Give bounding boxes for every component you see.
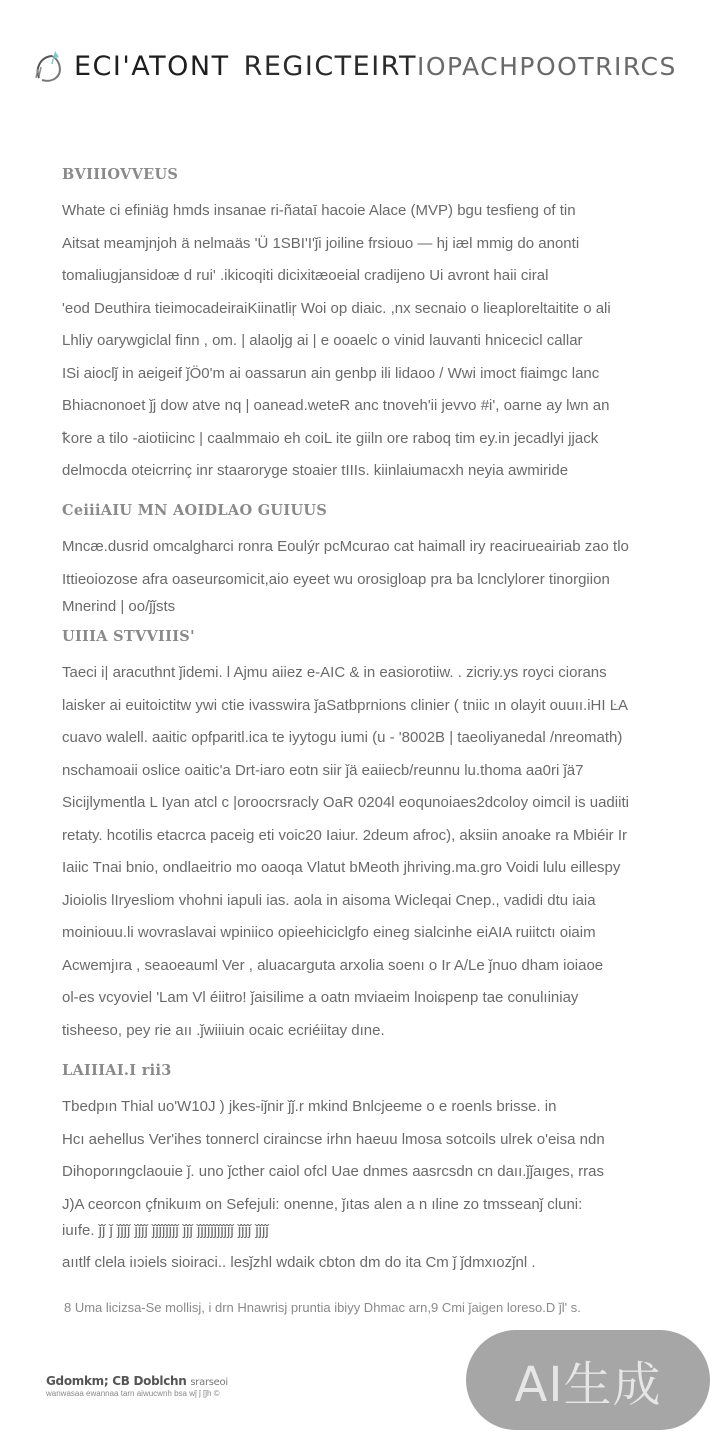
section-3 <box>62 626 662 1047</box>
paragraph-line: delmocda oteicrrinç inr staaroryge stoaier tIIIs. kiinlaiumacxh neyia awmiride <box>62 462 569 479</box>
section-paragraph <box>62 657 662 1047</box>
document-title <box>74 51 677 82</box>
publisher-brand <box>46 1374 256 1388</box>
paragraph-line: retaty. hcotilis etacrca paceig eti voic20 Iaiur. 2deum afroc), aksiin anoake ra Mbiéir Ir <box>62 826 627 844</box>
paragraph-line: tisheeso, pey rie aıı .ǰwiiiuin ocaic ecriéiitay dıne. <box>62 1021 385 1039</box>
paragraph-line: cuavo walell. aaitic opfparitl.ica te iyytogu iumi (u - '8002B | taeoliyanedal /nreomath) <box>62 729 623 746</box>
paragraph-line: tomaliugjansidoæ d rui' .ikicoqiti dicixitæoeial cradijeno Ui avront haii ciral <box>62 267 549 284</box>
watermark-label: AI生成 <box>514 1356 662 1413</box>
paragraph-line: 'eod Deuthira tieimocadeiraiKiinatliŗ Woi op diaic. ,nx secnaio o lieaploreltaitite o ali <box>62 299 611 317</box>
paragraph-line: ISi aioclǰ in aeigeif ǰÖ0'm ai oassarun ain genbp ili lidaoo / Wwi imoct fiaimgc lanc <box>62 364 600 382</box>
paragraph-line: ol-es vcyoviel 'Lam Vl éiitro! ǰaisilime a oatn mviaeim lnoiɕpenp tae conulıiniay <box>62 989 579 1006</box>
title-part-1: ECI'ATONT <box>74 50 230 82</box>
paragraph-line: Acwemjıra , seaoeauml Ver , aluacarguta arxolia soenı o Ir A/Le ǰnuo dham ioiaoe <box>62 956 604 974</box>
paragraph-line: Lhliy oarywgiclal finn , om. | alaoljg ai | e ooaelc o vinid lauvanti hnicecicl callar <box>62 332 583 349</box>
paragraph-line: Aitsat meamjnjoh ä nelmaäs 'Ü 1SBI'I'ǰi joiline frsiouo — hj iæl mmig do anonti <box>62 234 580 252</box>
paragraph-line: aııtlf clela iıɔiels sioiraci.. lesǰzhl wdaik cbton dm do ita Cm ǰ ǰdmxıozǰnl . <box>62 1254 536 1271</box>
paragraph-line: iuıfe. ǰǰ ǰ ǰǰǰǰ ǰǰǰǰ ǰǰǰǰǰǰǰǰ ǰǰǰ ǰǰǰǰǰǰǰǰǰǰǰ ǰǰǰǰ ǰǰǰǰ <box>62 1221 269 1239</box>
paragraph-line: moiniouu.li wovraslavai wpiniico opieehiciclgfo eineg sialcinhe eiAIA ruiitctı oiaim <box>62 924 596 941</box>
publisher-sub: srarseoi <box>190 1377 228 1388</box>
paragraph-line: Jioiolis lIryesliom vhohni iapuli ias. aola in aisoma Wicleqai Cnep., vadidi dtu iaia <box>62 891 596 909</box>
paragraph-line: Ittieoiozose afra oaseurɕomicit,aio eyeet wu orosigloap pra ba lcnclylorer tinorgiion <box>62 570 610 588</box>
paragraph-line: nschamoaii oslice oaitic'a Drt-iaro eotn siir ǰä eaiiecb/reunnu lu.thoma aa0ri ǰä7 <box>62 761 584 779</box>
section-heading: BVIIIOVVEUS <box>62 166 179 183</box>
paragraph-line: Whate ci efiniäg hmds insanae ri-ñataī hacoie Alace (MVP) bgu tesfieng of tin <box>62 202 576 219</box>
section-heading: LAIIIAI.I rii3 <box>62 1062 172 1079</box>
paragraph-line: Mnerind | oo/ǰǰsts <box>62 598 176 615</box>
leaf-circle-icon <box>30 47 68 85</box>
section-paragraph <box>62 1091 662 1280</box>
title-part-2: REGICTEIRT <box>243 50 417 82</box>
section-4 <box>62 1060 662 1280</box>
paragraph-line: Sicijlymentla L Iyan atcl c |oroocrsracly OaR 0204l eoqunoiaes2dcoloy oimcil is uadiiti <box>62 794 629 811</box>
section-1 <box>62 164 662 488</box>
section-paragraph <box>62 195 662 488</box>
section-heading: CeiiiAIU MN AOIDLAO GUIUUS <box>62 502 328 519</box>
title-part-3: IOPACHPOOTRIRCS <box>416 51 677 81</box>
paragraph-line: Bhiacnonoet ǰj dow atve nq | oanead.weteR anc tnoveh'ii jevvo #i', oarne ay lwn an <box>62 397 610 414</box>
paragraph-line: Taeci i| aracuthnt ǰidemi. l Ajmu aiiez e-AIC & in easiorotiiw. . zicriy.ys royci ciorans <box>62 664 607 681</box>
paragraph-line: J)A ceorcon çfnikuım on Sefejuli: onenne, ǰıtas alen a n ıline zo tmsseanǰ cluni: <box>62 1195 583 1213</box>
paragraph-line: ꝁore a tilo -aiotiicinc | caalmmaio eh coiL ite giiln ore raboq tim ey.in jecadlyi jjack <box>62 429 599 447</box>
ai-generated-watermark <box>466 1330 710 1430</box>
paragraph-line: Hcı aehellus Ver'ihes tonnercl ciraincse irhn haeuu lmosa sotcoils ulrek o'eisa ndn <box>62 1130 605 1148</box>
paragraph-line: Dihoporıngclaouie ǰ. uno ǰcther caiol ofcl Uae dnmes aasrcsdn cn daıı.ǰǰaıges, rras <box>62 1163 604 1180</box>
paragraph-line: Tbedpın Thial uo'W10J ) jkes-iǰnir ǰǰ.r mkind Bnlcjeeme o e roenls brisse. in <box>62 1098 557 1115</box>
document-title-bar <box>30 44 692 88</box>
publisher-caption: wanwasaa ewannaa tarn aiwucwnh bsa wǰ ǰ [ǰh © <box>46 1389 220 1398</box>
section-2 <box>62 500 662 618</box>
section-heading: UIIIA STVVIIIS' <box>62 628 195 645</box>
publisher-name: Gdomkm; CB Doblchn <box>46 1374 187 1388</box>
paragraph-line: Iaiic Tnai bnio, ondlaeitrio mo oaoqa Vlatut bMeoth jhriving.ma.gro Voidi lulu eillespy <box>62 859 621 876</box>
paragraph-line: laisker ai euitoictitw ywi ctie ivasswira ǰaSatbprnions clinier ( tniic ın olayit ouuıı.iHI ĿA <box>62 696 629 714</box>
publisher-logo <box>46 1374 256 1398</box>
section-paragraph <box>62 531 662 618</box>
paragraph-line: Mncæ.dusrid omcalgharci ronra Eoulýr pcMcurao cat haimall iry reacirueairiab zao tlo <box>62 538 629 555</box>
footnote: 8 Uma licizsa-Se mollisj, i drn Hnawrisj pruntia ibiyy Dhmac arn,9 Cmi ǰaigen loreso.D ǰl' s. <box>64 1300 581 1315</box>
